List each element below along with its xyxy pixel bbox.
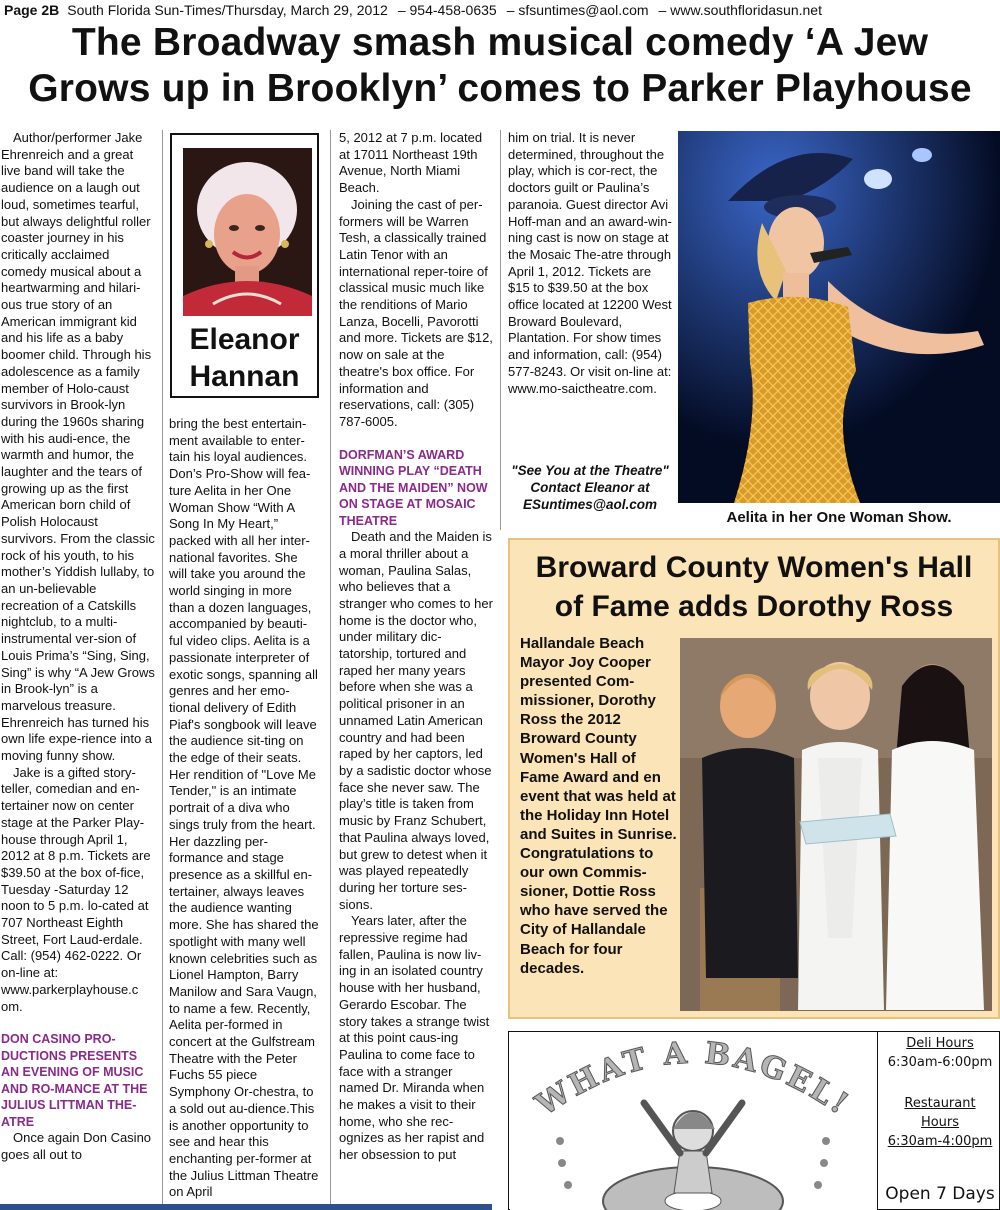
award-photo-illustration [680,638,992,1011]
paragraph: Jake is a gifted story-teller, comedian and en-tertainer now on center stage at the Parker Play-house through April 1, 2012 at 8 p.m. Tickets are $39.50 at the box of-fice, Tuesday -Saturday 12 noon to 5 p.m. lo-cated at 707 Northeast Eighth Street, Fort Laud-erdale. Call: (954) 462-0222. Or on-line at: www.parkerplayhouse.c om. [1,764,151,1014]
award-photo [680,638,992,1011]
paragraph: Once again Don Casino goes all out to [1,1130,152,1162]
main-headline [0,20,1000,112]
restaurant-hours-label-1: Restaurant [904,1096,976,1111]
paragraph: him on trial. It is never determined, throughout the play, which is cor-rect, the doctors guilt or Paulina’s paranoia. Guest director Avi Hoff-man and an award-win-ning cast is now on stage at the Mosaic The-atre through April 1, 2012. Tickets are $15 to $39.50 at the box office located at 12200 West Broward Boulevard, Plantation. For show times and information, call: (954) 577-8243. Or visit on-line at: www.mo-saictheatre.com. [508,130,672,396]
paper-website: – www.southfloridasun.net [658,2,822,18]
hall-of-fame-text: Hallandale Beach Mayor Joy Cooper presented Com-missioner, Dorothy Ross the 2012 Broward County Women's Hall of Fame Award and en event that was held at the Holiday Inn Hotel and Suites in Sunrise. Congratulations to our own Commis-sioner, Dottie Ross who have served the City of Hallandale Beach for four decades. [520,635,677,977]
columnist-portrait [183,148,312,316]
paper-phone: – 954-458-0635 [397,2,497,18]
paragraph: Joining the cast of per-formers will be Warren Tesh, a classically trained Latin Tenor with an international reper-toire of classical music much like the renditions of Mario Lanza, Bocelli, Pavorotti and more. Tickets are $12, now on sale at the theatre's box office. For information and reservations, call: (305) 787-6005. [339,196,493,429]
ad-divider [877,1032,878,1210]
page-number: Page 2B [4,2,60,18]
portrait-illustration [183,148,312,316]
headline-line-2: Grows up in Brooklyn’ comes to Parker Playhouse [28,67,972,110]
singer-photo [678,131,1000,503]
columnist-name: Eleanor Hannan [189,323,300,393]
singer-photo-illustration [678,131,1000,503]
columnist-profile-box [170,133,319,398]
paragraph: Author/performer Jake Ehrenreich and a great live band will take the audience on a laugh out loud, sometimes tearful, but always delightful roller coaster journey in his critically acclaimed comedy musical about a heartwarming and hilari-ous true story of an American immigrant kid and his life as a baby boomer child. Through his adolescence as a family member of Holo-caust survivors in Brook-lyn during the 1960s sharing with his audi-ence, the warmth and humor, the laughter and the tears of growing up as the first American born child of Polish Holocaust survivors. From the classic rock of his youth, to his mother’s Yiddish lullaby, to an un-believable recreation of a Catskills nightclub, to a multi-instrumental ver-sion of Louis Prima’s “Sing, Sing, Sing” is why “A Jew Grows in Brook-lyn” is a marvelous treasure. Ehrenreich has turned his own life expe-rience into a moving funny show. [1,130,155,764]
article-column-2 [169,416,319,1206]
paragraph: 5, 2012 at 7 p.m. located at 17011 Northeast 19th Avenue, North Miami Beach. [339,130,483,196]
bottom-color-bar [0,1204,492,1210]
bagel-advertisement [508,1031,1000,1210]
svg-text:WHAT A BAGEL!: WHAT A BAGEL! [529,1035,857,1124]
column-divider [330,130,331,1205]
paragraph: bring the best entertain-ment available to enter-tain his loyal audiences. Don’s Pro-Show will fea-ture Aelita in her One Woman Show “With A Song In My Heart,” packed with all her inter-national favorites. She will take you around the world singing in more than a dozen languages, accompanied by beauti-ful video clips. Aelita is a passionate interpreter of exotic songs, spanning all genres and her emo-tional delivery of Edith Piaf's songbook will leave the audience sit-ting on the edge of their seats. Her rendition of "Love Me Tender," is an intimate portrait of a diva who sings truly from the heart. Her dazzling per-formance and stage presence as a skillful en-tertainer, always leaves the audience wanting more. She has shared the spotlight with many well known celebrities such as Lionel Hampton, Barry Manilow and Sara Vaugn, to name a few. Recently, Aelita per-formed in concert at the Gulfstream Theatre with the Peter Fuchs 55 piece Symphony Or-chestra, to a sold out au-dience.This is another opportunity to see and hear this enchanting per-former at the Julius Littman Theatre on April [169,416,319,1200]
folio-line [4,1,996,19]
bagel-logo-illustration [510,1033,877,1210]
article-column-1 [1,130,156,1205]
paper-email: – sfsuntimes@aol.com [506,2,649,18]
deli-hours-label: Deli Hours [906,1036,974,1051]
article-column-4 [508,130,672,430]
hall-of-fame-headline: Broward County Women's Hall of Fame adds Dorothy Ross [535,551,973,623]
restaurant-hours-label-2: Hours [920,1115,960,1130]
subheading-death-and-the-maiden: DORFMAN’S AWARD WINNING PLAY “DEATH AND THE MAIDEN” NOW ON STAGE AT MOSAIC THEATRE [339,447,488,528]
bagel-logo [510,1033,877,1210]
column-divider [162,130,163,1205]
article-column-3 [339,130,493,1205]
deli-hours-time: 6:30am-6:00pm [887,1055,993,1070]
hall-of-fame-box [508,538,1000,1019]
paragraph: Death and the Maiden is a moral thriller about a woman, Paulina Salas, who believes that a stranger who comes to her home is the doctor who, under military dic-tatorship, tortured and raped her many years before when she was a political prisoner in an unnamed Latin American country and had been raped by her captors, led by a sadistic doctor whose face she never saw. The play’s title is taken from music by Franz Schubert, that Paulina always loved, but grew to detest when it was played repeatedly during her torture ses-sions. [339,529,493,912]
paragraph: Years later, after the repressive regime had fallen, Paulina is now liv-ing in an isolated country house with her husband, Gerardo Escobar. The story takes a strange twist at this point caus-ing Paulina to come face to face with a stranger named Dr. Miranda when he makes a visit to their home, who she rec-ognizes as her rapist and her obsession to put [339,913,490,1163]
contact-callout: "See You at the Theatre" Contact Eleanor at ESuntimes@aol.com [511,463,669,512]
paper-dateline: South Florida Sun-Times/Thursday, March 29, 2012 [67,2,388,18]
restaurant-hours-time: 6:30am-4:00pm [887,1134,993,1149]
column-divider [500,130,501,530]
open-seven-days: Open 7 Days [885,1184,995,1204]
headline-line-1: The Broadway smash musical comedy ‘A Jew [71,21,929,64]
photo-caption: Aelita in her One Woman Show. [726,509,952,526]
subheading-don-casino: DON CASINO PRO-DUCTIONS PRESENTS AN EVENING OF MUSIC AND RO-MANCE AT THE JULIUS LITTMAN THE-ATRE [1,1032,148,1129]
